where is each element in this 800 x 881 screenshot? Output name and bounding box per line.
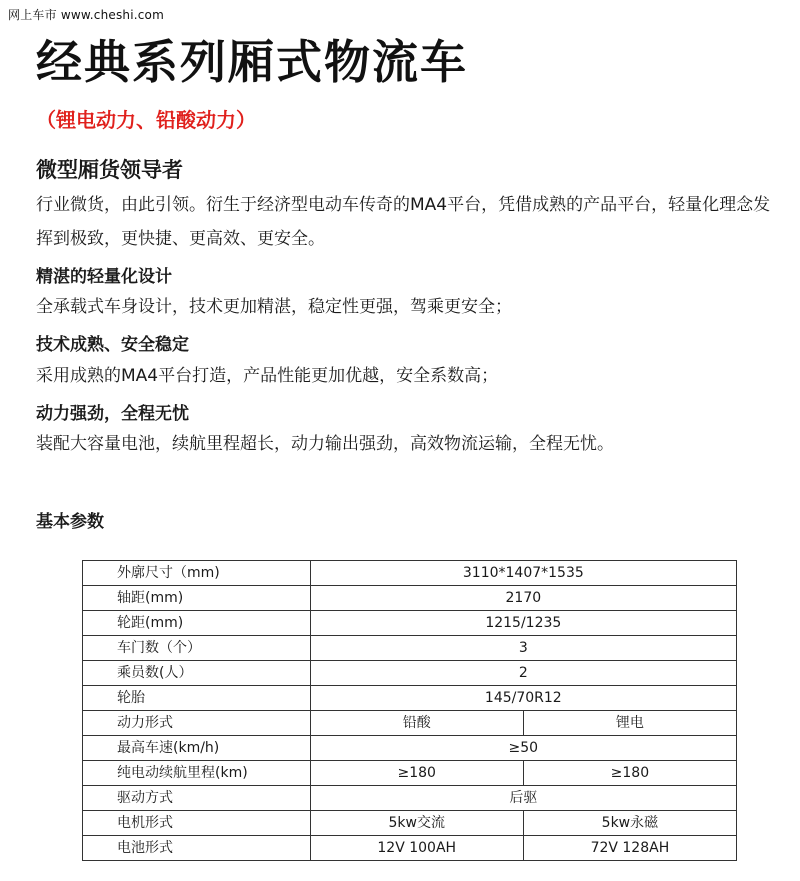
table-row: [83, 786, 737, 811]
table-row: [83, 636, 737, 661]
intro-paragraph: 行业微货，由此引领。衍生于经济型电动车传奇的MA4平台，凭借成熟的产品平台，轻量化理念发挥到极致，更快捷、更高效、更安全。: [36, 195, 771, 249]
page-title: 经典系列厢式物流车: [36, 35, 468, 89]
spec-value-lead-acid: 12V 100AH: [310, 836, 523, 861]
spec-label: 电机形式: [83, 811, 311, 836]
spec-value-lithium: 锂电: [523, 711, 736, 736]
spec-value: 2170: [310, 586, 736, 611]
spec-value: 1215/1235: [310, 611, 736, 636]
spec-value-lead-acid: 铅酸: [310, 711, 523, 736]
table-row: [83, 586, 737, 611]
table-row: [83, 836, 737, 861]
spec-value: 145/70R12: [310, 686, 736, 711]
spec-value: 3110*1407*1535: [310, 561, 736, 586]
feature-text: 采用成熟的MA4平台打造，产品性能更加优越，安全系数高；: [36, 366, 499, 386]
spec-label: 驱动方式: [83, 786, 311, 811]
spec-value-lithium: 5kw永磁: [523, 811, 736, 836]
table-row: [83, 761, 737, 786]
table-row: [83, 736, 737, 761]
spec-label: 动力形式: [83, 711, 311, 736]
table-row: [83, 811, 737, 836]
table-row: [83, 611, 737, 636]
spec-label: 电池形式: [83, 836, 311, 861]
spec-value: 2: [310, 661, 736, 686]
spec-value-lithium: 72V 128AH: [523, 836, 736, 861]
table-row: [83, 686, 737, 711]
feature-heading: 动力强劲，全程无忧: [36, 404, 189, 424]
spec-value: ≥50: [310, 736, 736, 761]
table-row: [83, 661, 737, 686]
spec-value-lithium: ≥180: [523, 761, 736, 786]
feature-heading: 精湛的轻量化设计: [36, 267, 172, 287]
spec-label: 外廓尺寸（mm): [83, 561, 311, 586]
spec-label: 最高车速(km/h): [83, 736, 311, 761]
intro-heading: 微型厢货领导者: [36, 158, 183, 182]
table-row: [83, 711, 737, 736]
spec-value-lead-acid: ≥180: [310, 761, 523, 786]
feature-heading: 技术成熟、安全稳定: [36, 335, 189, 355]
spec-label: 车门数（个）: [83, 636, 311, 661]
spec-label: 轴距(mm): [83, 586, 311, 611]
spec-value-lead-acid: 5kw交流: [310, 811, 523, 836]
spec-label: 轮距(mm): [83, 611, 311, 636]
table-row: [83, 561, 737, 586]
spec-label: 轮胎: [83, 686, 311, 711]
spec-value: 3: [310, 636, 736, 661]
spec-label: 乘员数(人）: [83, 661, 311, 686]
spec-label: 纯电动续航里程(km): [83, 761, 311, 786]
feature-text: 全承载式车身设计，技术更加精湛，稳定性更强，驾乘更安全；: [36, 297, 512, 317]
watermark: 网上车市 www.cheshi.com: [8, 8, 164, 22]
page-subtitle: （锂电动力、铅酸动力）: [36, 108, 256, 132]
spec-table: [82, 560, 737, 861]
feature-text: 装配大容量电池，续航里程超长，动力输出强劲，高效物流运输，全程无忧。: [36, 434, 614, 454]
spec-value: 后驱: [310, 786, 736, 811]
params-heading: 基本参数: [36, 512, 104, 532]
